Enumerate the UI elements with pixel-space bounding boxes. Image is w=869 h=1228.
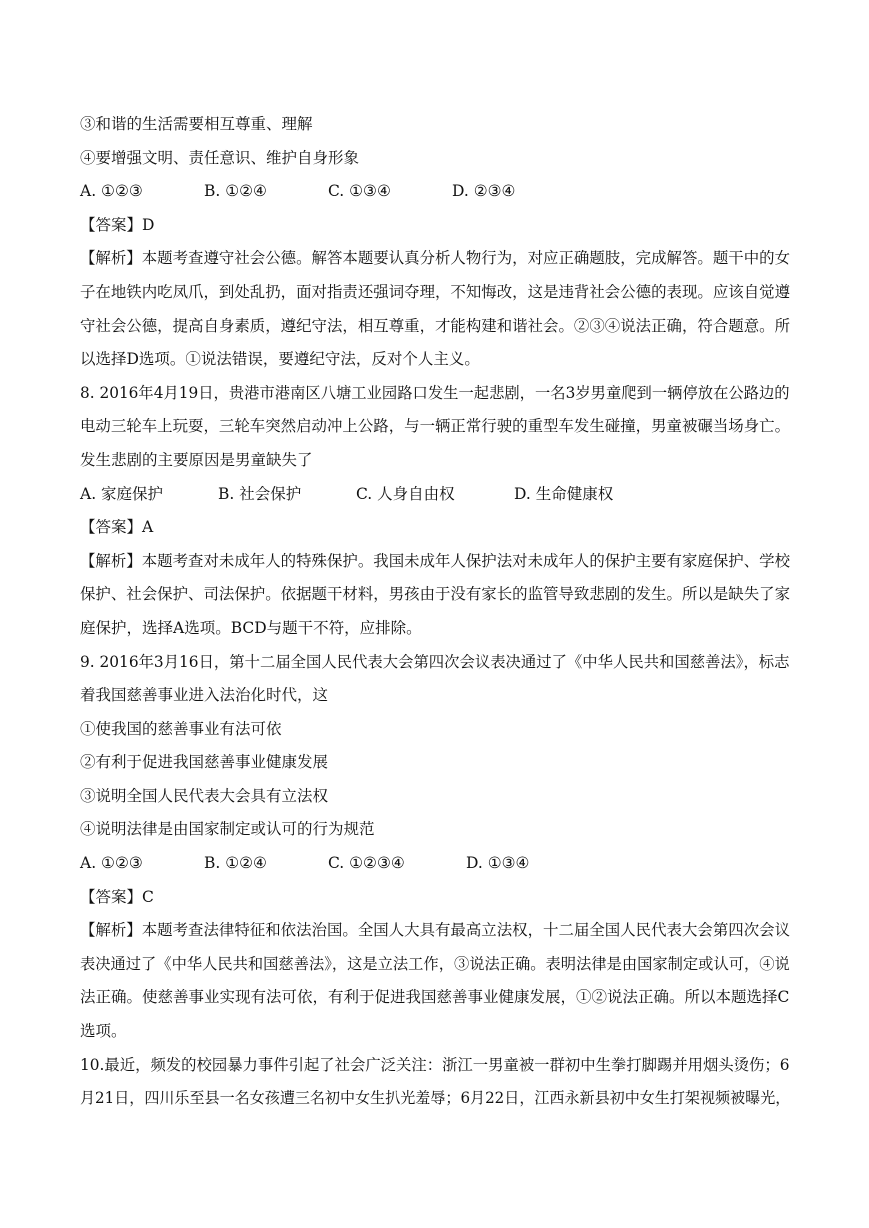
q9-option-b: B. ①②④ [204, 854, 267, 873]
q9-analysis-line: 法正确。使慈善事业实现有法可依，有利于促进我国慈善事业健康发展，①②说法正确。所以本题选择C [80, 988, 790, 1007]
q9-stem-line: 9. 2016年3月16日，第十二届全国人民代表大会第四次会议表决通过了《中华人民共和国慈善法》，标志 [80, 652, 790, 671]
q9-analysis-line: 【解析】本题考查法律特征和依法治国。全国人大具有最高立法权，十二届全国人民代表大会第四次会议 [80, 921, 791, 940]
q9-option-a: A. ①②③ [80, 854, 143, 873]
q9-item-1: ①使我国的慈善事业有法可依 [80, 719, 282, 738]
q7-analysis-line: 【解析】本题考查遵守社会公德。解答本题要认真分析人物行为，对应正确题肢，完成解答。题干中的女 [80, 249, 791, 268]
q7-answer: 【答案】D [80, 215, 155, 234]
q8-option-a: A. 家庭保护 [80, 484, 164, 503]
q7-option-a: A. ①②③ [80, 182, 143, 201]
q8-answer: 【答案】A [80, 518, 154, 537]
q8-option-b: B. 社会保护 [218, 484, 302, 503]
q7-analysis-line: 子在地铁内吃凤爪，到处乱扔，面对指责还强词夺理，不知悔改，这是违背社会公德的表现。应该自觉遵 [80, 282, 791, 301]
q8-stem-line: 8. 2016年4月19日，贵港市港南区八塘工业园路口发生一起悲剧，一名3岁男童爬到一辆停放在公路边的 [80, 383, 790, 402]
q8-option-d: D. 生命健康权 [514, 484, 614, 503]
q8-stem-line: 发生悲剧的主要原因是男童缺失了 [80, 450, 313, 469]
q9-options [80, 847, 790, 881]
q8-options [80, 478, 790, 512]
q9-analysis-line: 选项。 [80, 1022, 127, 1041]
q8-stem-line: 电动三轮车上玩耍，三轮车突然启动冲上公路，与一辆正常行驶的重型车发生碰撞，男童被碾当场身亡。 [80, 417, 791, 436]
q7-item-3: ③和谐的生活需要相互尊重、理解 [80, 115, 313, 133]
q7-analysis-line: 以选择D选项。①说法错误，要遵纪守法，反对个人主义。 [80, 350, 480, 369]
q7-item-4: ④要增强文明、责任意识、维护自身形象 [80, 148, 360, 167]
q9-item-3: ③说明全国人民代表大会具有立法权 [80, 786, 329, 805]
q9-stem-line: 着我国慈善事业进入法治化时代，这 [80, 686, 329, 705]
q8-analysis-line: 庭保护，选择A选项。BCD与题干不符，应排除。 [80, 618, 422, 637]
q8-option-c: C. 人身自由权 [356, 484, 455, 503]
q9-option-c: C. ①②③④ [328, 854, 405, 873]
q10-stem-line: 10.最近，频发的校园暴力事件引起了社会广泛关注：浙江一男童被一群初中生拳打脚踢并用烟头烫伤；6 [80, 1055, 790, 1074]
q8-analysis-line: 【解析】本题考查对未成年人的特殊保护。我国未成年人保护法对未成年人的保护主要有家庭保护、学校 [80, 551, 791, 570]
q7-option-b: B. ①②④ [204, 182, 267, 201]
q9-analysis-line: 表决通过了《中华人民共和国慈善法》，这是立法工作，③说法正确。表明法律是由国家制定或认可，④说 [80, 954, 790, 973]
q7-options [80, 175, 790, 209]
q9-item-2: ②有利于促进我国慈善事业健康发展 [80, 753, 329, 772]
page-content [80, 108, 790, 1116]
q7-option-d: D. ②③④ [452, 182, 516, 201]
q9-answer: 【答案】C [80, 887, 154, 906]
q8-analysis-line: 保护、社会保护、司法保护。依据题干材料，男孩由于没有家长的监管导致悲剧的发生。所以是缺失了家 [80, 585, 791, 604]
q9-option-d: D. ①③④ [466, 854, 530, 873]
q9-item-4: ④说明法律是由国家制定或认可的行为规范 [80, 820, 375, 839]
q7-option-c: C. ①③④ [328, 182, 391, 201]
q7-analysis-line: 守社会公德，提高自身素质，遵纪守法，相互尊重，才能构建和谐社会。②③④说法正确，符合题意。所 [80, 316, 791, 335]
q10-stem-line: 月21日，四川乐至县一名女孩遭三名初中女生扒光羞辱；6月22日，江西永新县初中女生打架视频被曝光， [80, 1089, 791, 1108]
